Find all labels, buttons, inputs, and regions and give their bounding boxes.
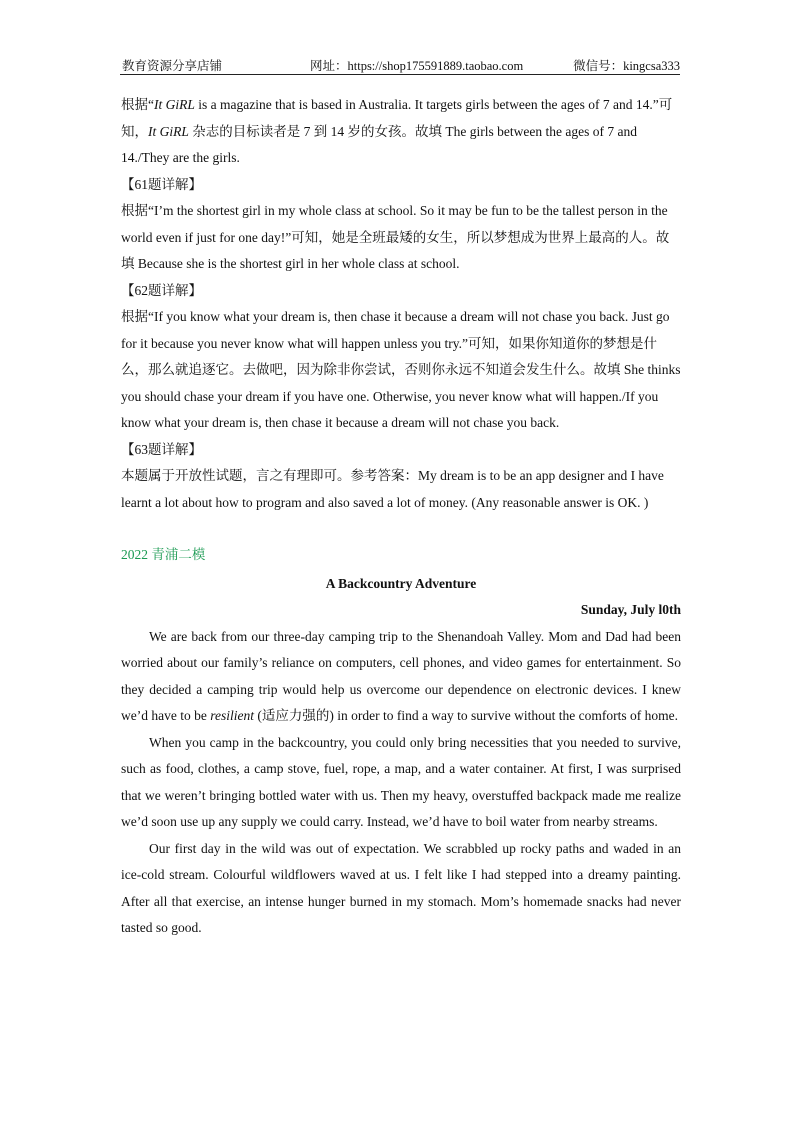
header-wechat: 微信号：kingcsa333: [573, 59, 680, 73]
answer-63-explanation: 本题属于开放性试题，言之有理即可。参考答案：My dream is to be an app designer and I have learnt a lot about how to program and also saved a lot of money. (Any reasonable answer is OK. ): [121, 468, 664, 510]
question-62-heading: 【62题详解】: [121, 282, 202, 298]
passage-title: A Backcountry Adventure: [325, 575, 477, 591]
answer-61-explanation: 根据“I’m the shortest girl in my whole class at school. So it may be fun to be the tallest person in the world even if just for one day!”可知，她是全班最矮的女生，所以梦想成为世界上最高的人。故填 Because she is the shortest girl in her whole class at school.: [121, 203, 670, 271]
header-website: 网址：https://shop175591889.taobao.com: [310, 59, 524, 73]
header-shop-name: 教育资源分享店铺: [122, 59, 223, 73]
passage-paragraph-2: When you camp in the backcountry, you could only bring necessities that you needed to survive, such as food, clothes, a camp stove, fuel, rope, a map, and a water container. At first, I was surprised that we weren’t bringing bottled water with us. Then my heavy, overstuffed backpack made me realize we’d soon use up any supply we could carry. Instead, we’d have to boil water from nearby streams.: [121, 734, 681, 829]
answer-60-explanation: 根据“It GiRL is a magazine that is based in Australia. It targets girls between the ages of 7 and 14.”可知，It GiRL 杂志的目标读者是 7 到 14 岁的女孩。故填 The girls between the ages of 7 and 14./They are the girls.: [121, 97, 673, 165]
question-63-heading: 【63题详解】: [121, 441, 202, 457]
passage-paragraph-3: Our first day in the wild was out of expectation. We scrabbled up rocky paths and waded in an ice-cold stream. Colourful wildflowers waved at us. I felt like I had stepped into a dreamy painting. After all that exercise, an intense hunger burned in my stomach. Mom’s homemade snacks had never tasted so good.: [121, 840, 681, 935]
section-label: 2022 青浦二模: [121, 547, 206, 562]
passage-paragraph-1: We are back from our three-day camping trip to the Shenandoah Valley. Mom and Dad had been worried about our family’s reliance on computers, cell phones, and video games for entertainment. So they decided a camping trip would help us overcome our dependence on electronic devices. I knew we’d have to be resilient (适应力强的) in order to find a way to survive without the comforts of home.: [121, 628, 681, 723]
passage-date: Sunday, July l0th: [580, 602, 681, 617]
answer-62-explanation: 根据“If you know what your dream is, then chase it because a dream will not chase you back. Just go for it because you never know what will happen unless you try.”可知，如果你知道你的梦想是什么，那么就追逐它。去做吧，因为除非你尝试，否则你永远不知道会发生什么。故填 She thinks you should chase your dream if you have one. Otherwise, you never know what will happen./If you know what your dream is, then chase it because a dream will not chase you back.: [121, 309, 681, 430]
document-body: [121, 92, 681, 942]
page-header: [120, 56, 680, 75]
question-61-heading: 【61题详解】: [121, 176, 202, 192]
